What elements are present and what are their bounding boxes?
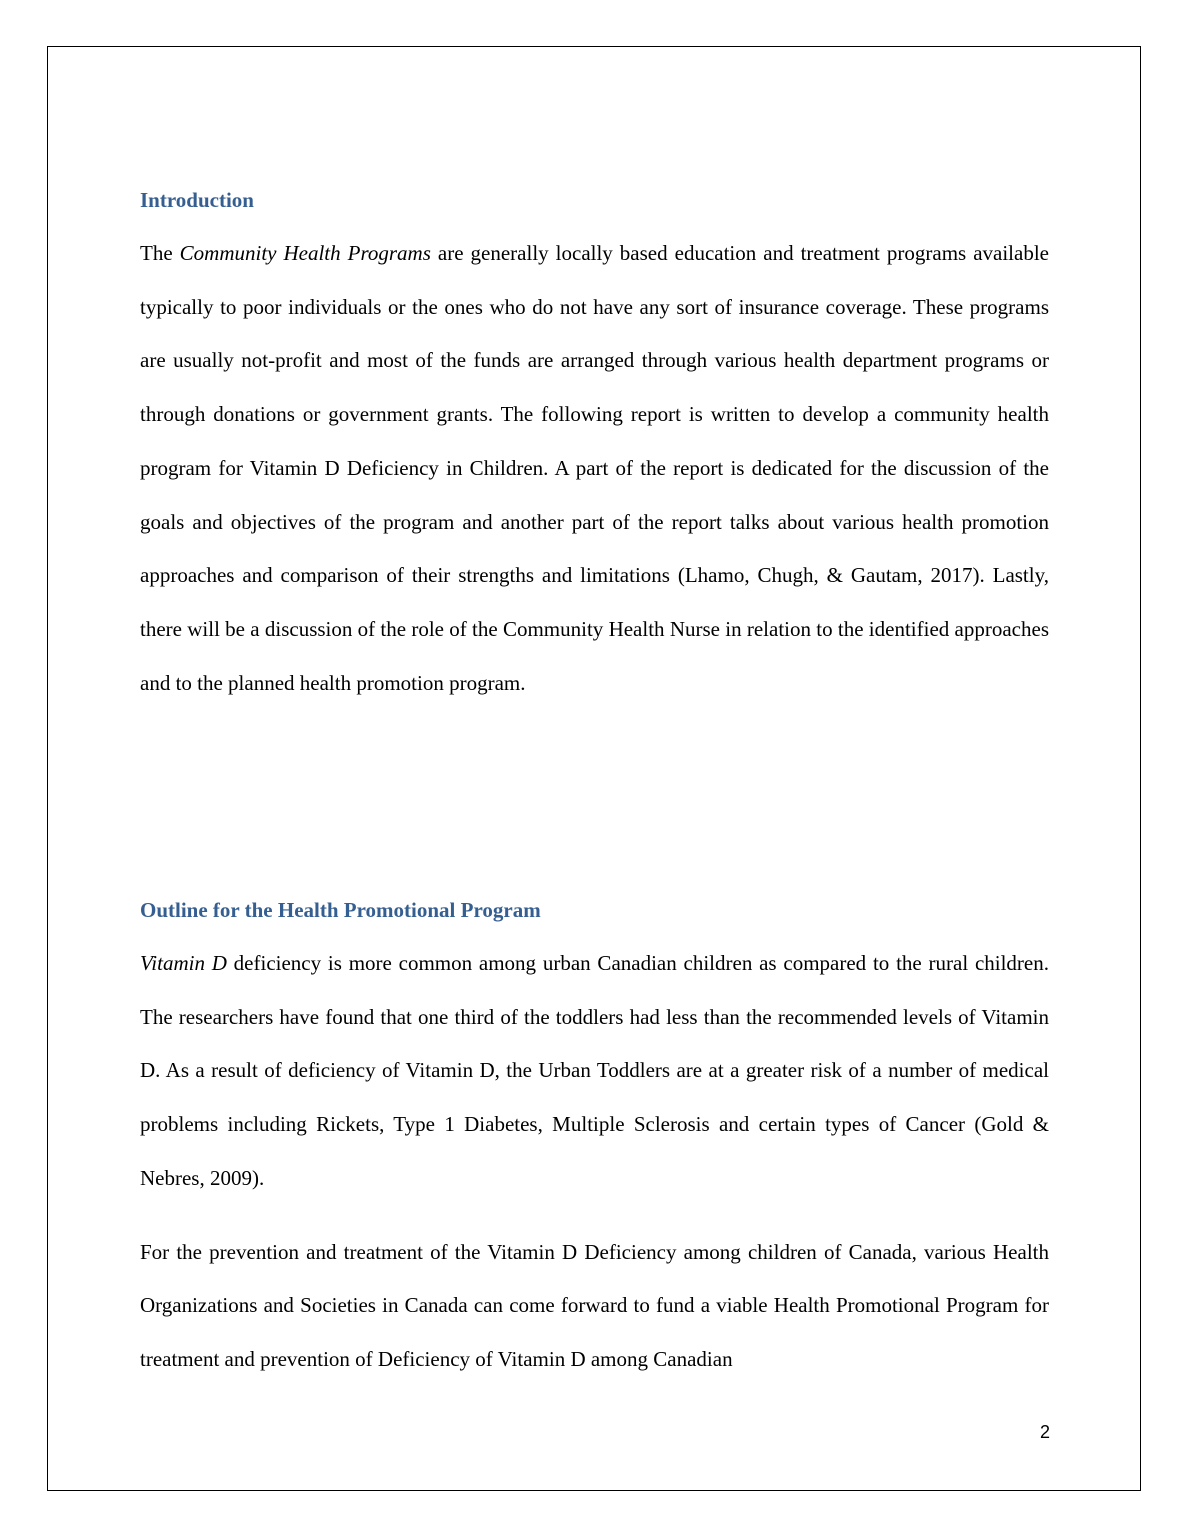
introduction-heading: Introduction <box>140 188 254 212</box>
outline-italic-term: Vitamin D <box>140 951 227 975</box>
outline-section <box>140 896 1049 1387</box>
page-number: 2 <box>1039 1422 1050 1442</box>
introduction-italic-term: Community Health Programs <box>179 241 431 265</box>
introduction-body: are generally locally based education and treatment programs available typically to poor individuals or the ones who do not have any sort of insurance coverage. These programs are usually not-profit and most of the funds are arranged through various health department programs or through donations or government grants. The following report is written to develop a community health program for Vitamin D Deficiency in Children. A part of the report is dedicated for the discussion of the goals and objectives of the program and another part of the report talks about various health promotion approaches and comparison of their strengths and limitations (Lhamo, Chugh, & Gautam, 2017). Lastly, there will be a discussion of the role of the Community Health Nurse in relation to the identified approaches and to the planned health promotion program. <box>140 241 1049 695</box>
outline-heading: Outline for the Health Promotional Program <box>140 898 541 922</box>
outline-paragraph-2: For the prevention and treatment of the Vitamin D Deficiency among children of Canada, various Health Organizations and Societies in Canada can come forward to fund a viable Health Promotional Program for treatment and prevention of Deficiency of Vitamin D among Canadian <box>140 1239 1049 1371</box>
introduction-lead: The <box>140 241 180 265</box>
introduction-paragraph <box>140 227 1049 710</box>
outline-paragraph-1 <box>140 937 1049 1206</box>
introduction-section <box>140 186 1049 710</box>
outline-paragraph-1-body: deficiency is more common among urban Canadian children as compared to the rural children. The researchers have found that one third of the toddlers had less than the recommended levels of Vitamin D. As a result of deficiency of Vitamin D, the Urban Toddlers are at a greater risk of a number of medical problems including Rickets, Type 1 Diabetes, Multiple Sclerosis and certain types of Cancer (Gold & Nebres, 2009). <box>140 951 1049 1190</box>
